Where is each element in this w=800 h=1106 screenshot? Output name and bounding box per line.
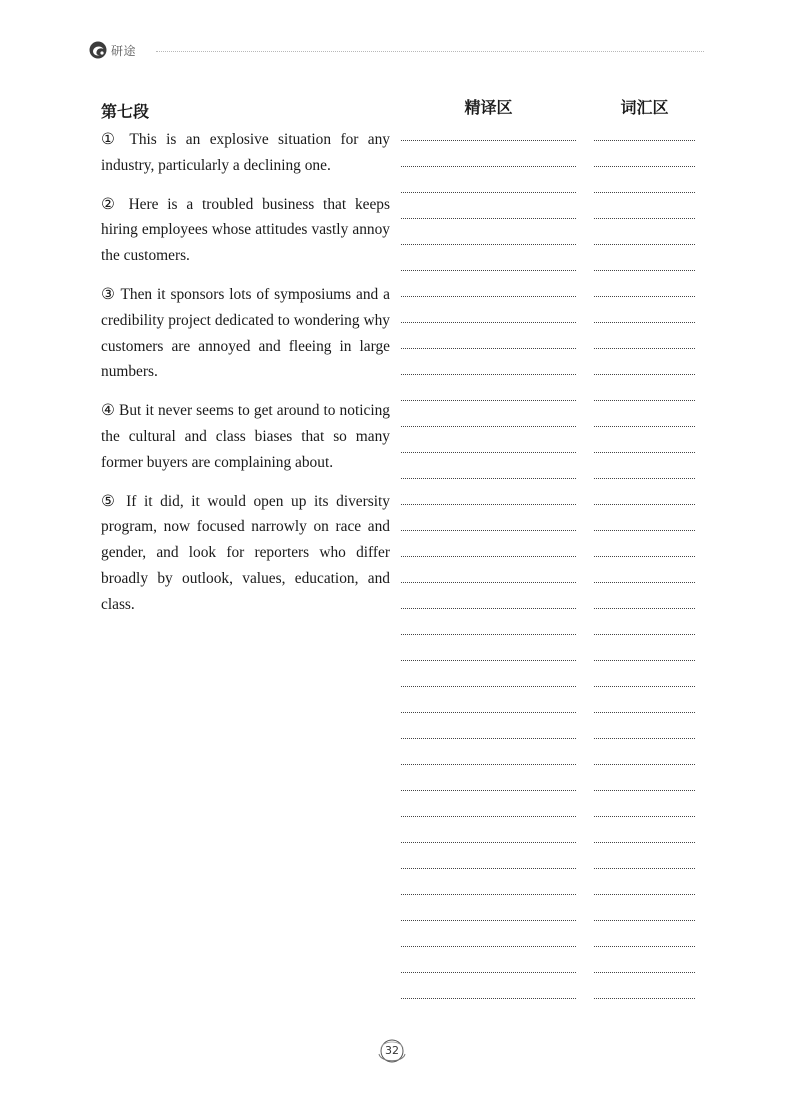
writing-line[interactable] [594, 426, 695, 452]
writing-line[interactable] [594, 556, 695, 582]
page-header [88, 40, 708, 62]
writing-line[interactable] [594, 140, 695, 166]
writing-line[interactable] [594, 478, 695, 504]
writing-line[interactable] [401, 140, 576, 166]
writing-line[interactable] [401, 244, 576, 270]
writing-line[interactable] [594, 660, 695, 686]
writing-line[interactable] [401, 504, 576, 530]
writing-line[interactable] [401, 556, 576, 582]
translation-writing-area[interactable] [401, 140, 576, 1024]
writing-line[interactable] [401, 426, 576, 452]
sentence-5: ⑤ If it did, it would open up its diversity program, now focused narrowly on race and gender, and look for reporters who differ broadly by outlook, values, education, and class. [101, 492, 390, 613]
writing-line[interactable] [594, 738, 695, 764]
writing-line[interactable] [401, 452, 576, 478]
writing-line[interactable] [401, 712, 576, 738]
writing-line[interactable] [594, 530, 695, 556]
writing-line[interactable] [401, 842, 576, 868]
writing-line[interactable] [401, 894, 576, 920]
writing-line[interactable] [401, 660, 576, 686]
writing-line[interactable] [401, 530, 576, 556]
writing-line[interactable] [594, 218, 695, 244]
writing-line[interactable] [594, 504, 695, 530]
logo [88, 40, 136, 60]
writing-line[interactable] [401, 946, 576, 972]
writing-line[interactable] [594, 946, 695, 972]
writing-line[interactable] [594, 296, 695, 322]
writing-line[interactable] [401, 192, 576, 218]
writing-line[interactable] [401, 790, 576, 816]
writing-line[interactable] [401, 348, 576, 374]
page-number-badge [375, 1034, 409, 1068]
writing-line[interactable] [401, 868, 576, 894]
writing-line[interactable] [401, 816, 576, 842]
writing-line[interactable] [401, 218, 576, 244]
sentence-2: ② Here is a troubled business that keeps hiring employees whose attitudes vastly annoy the customers. [101, 195, 390, 265]
sentence-1: ① This is an explosive situation for any industry, particularly a declining one. [101, 131, 390, 174]
writing-line[interactable] [594, 348, 695, 374]
writing-line[interactable] [401, 296, 576, 322]
writing-line[interactable] [594, 270, 695, 296]
writing-line[interactable] [594, 842, 695, 868]
logo-text: 研途 [111, 43, 137, 58]
writing-line[interactable] [594, 244, 695, 270]
writing-line[interactable] [401, 478, 576, 504]
writing-line[interactable] [594, 920, 695, 946]
writing-line[interactable] [401, 400, 576, 426]
translation-column-header: 精译区 [464, 98, 513, 117]
writing-line[interactable] [594, 400, 695, 426]
writing-line[interactable] [401, 166, 576, 192]
writing-line[interactable] [594, 686, 695, 712]
writing-line[interactable] [401, 582, 576, 608]
writing-line[interactable] [401, 634, 576, 660]
writing-line[interactable] [594, 582, 695, 608]
writing-line[interactable] [594, 166, 695, 192]
writing-line[interactable] [594, 972, 695, 998]
writing-line[interactable] [401, 686, 576, 712]
writing-line[interactable] [401, 270, 576, 296]
page-number: 32 [385, 1044, 399, 1057]
sentence-3: ③ Then it sponsors lots of symposiums and a credibility project dedicated to wondering why customers are annoyed and fleeing in large numbers. [101, 285, 390, 381]
sentence-4: ④ But it never seems to get around to noticing the cultural and class biases that so many former buyers are complaining about. [101, 402, 390, 471]
writing-line[interactable] [594, 374, 695, 400]
writing-line[interactable] [594, 608, 695, 634]
writing-line[interactable] [594, 322, 695, 348]
writing-line[interactable] [594, 764, 695, 790]
writing-line[interactable] [401, 738, 576, 764]
writing-line[interactable] [594, 452, 695, 478]
header-divider [156, 51, 704, 52]
writing-line[interactable] [401, 608, 576, 634]
writing-line[interactable] [401, 322, 576, 348]
writing-line[interactable] [401, 972, 576, 998]
writing-line[interactable] [594, 192, 695, 218]
section-title: 第七段 [101, 102, 150, 121]
writing-line[interactable] [594, 790, 695, 816]
writing-line[interactable] [594, 816, 695, 842]
sentence-list [101, 127, 390, 631]
writing-line[interactable] [594, 998, 695, 1024]
writing-line[interactable] [401, 920, 576, 946]
writing-line[interactable] [594, 894, 695, 920]
writing-line[interactable] [594, 868, 695, 894]
vocabulary-writing-area[interactable] [594, 140, 695, 1024]
vocabulary-column-header: 词汇区 [620, 98, 669, 117]
writing-line[interactable] [594, 634, 695, 660]
writing-line[interactable] [401, 998, 576, 1024]
writing-line[interactable] [401, 764, 576, 790]
swirl-logo-icon [88, 40, 108, 60]
writing-line[interactable] [594, 712, 695, 738]
writing-line[interactable] [401, 374, 576, 400]
